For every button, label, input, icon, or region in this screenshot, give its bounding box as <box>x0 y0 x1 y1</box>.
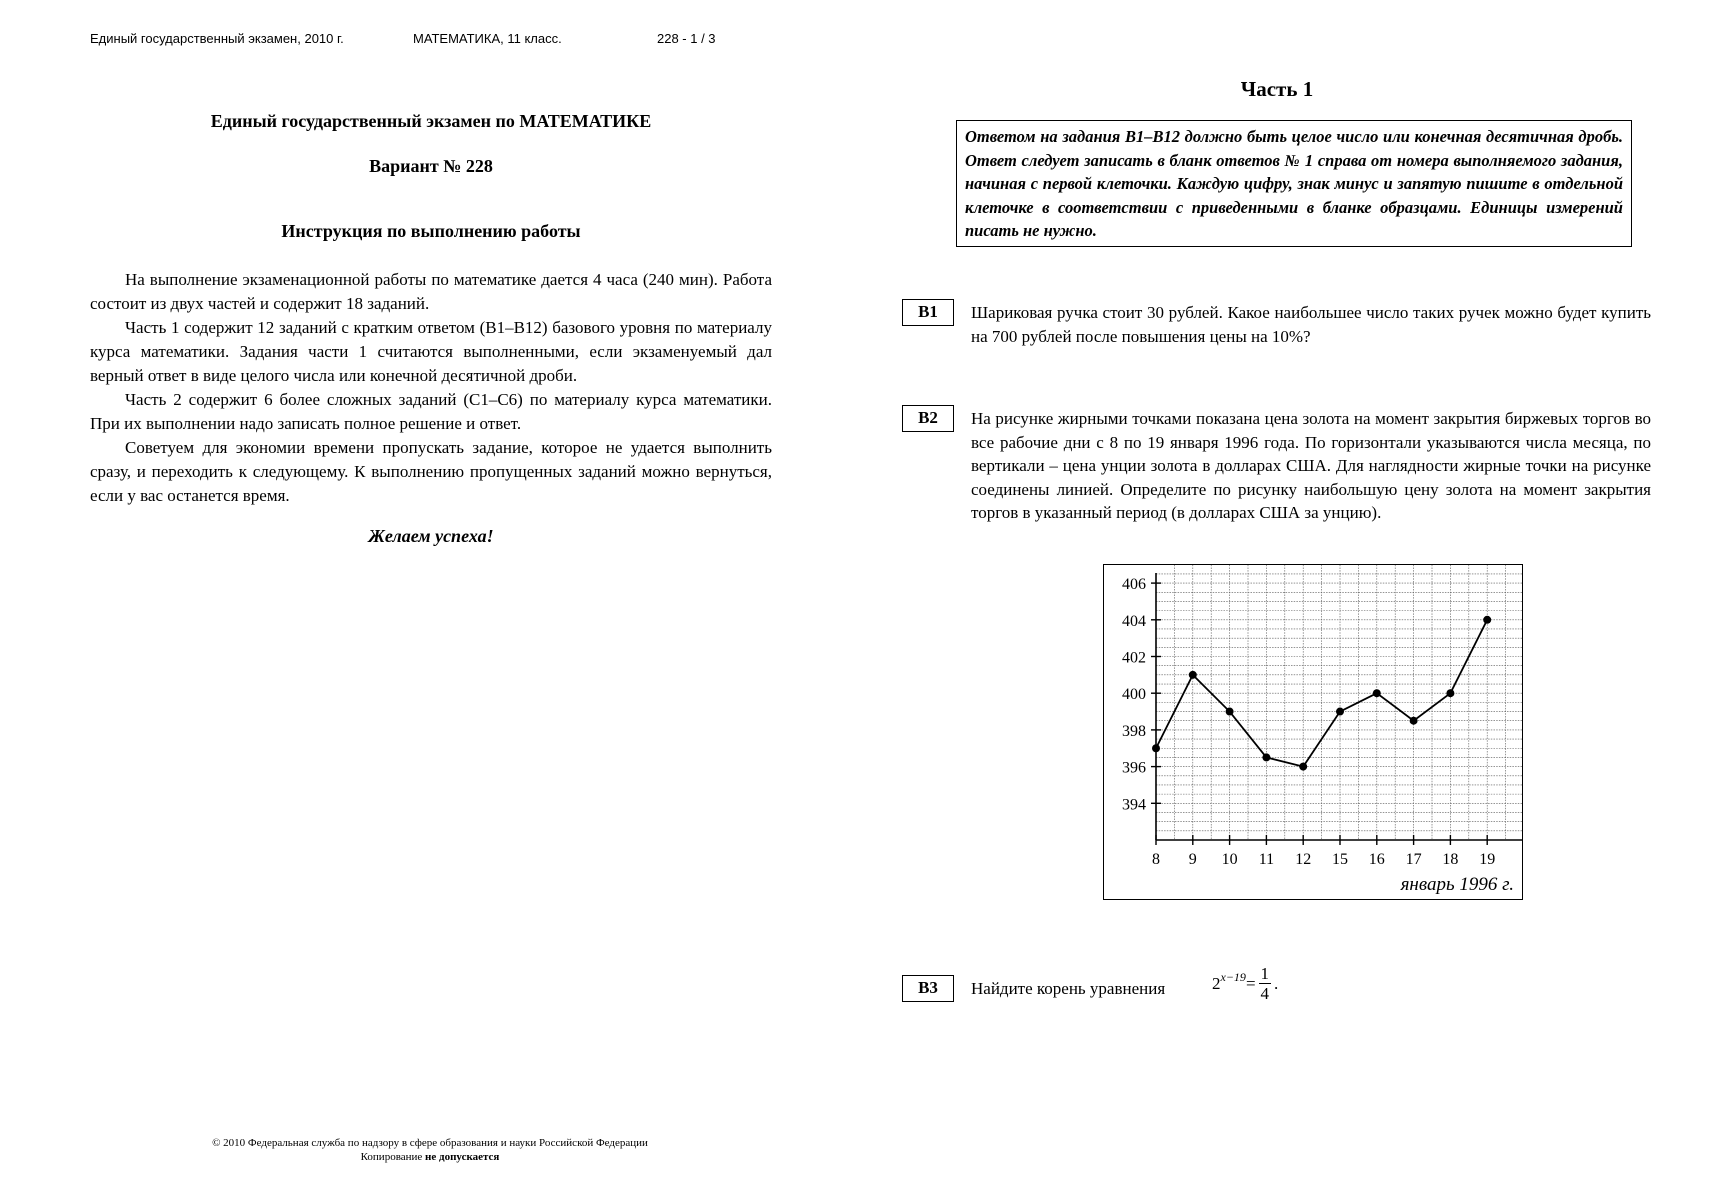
chart-data-point <box>1189 671 1197 679</box>
equation-end: . <box>1274 973 1279 993</box>
equation-base: 2 <box>1212 973 1221 993</box>
copyright-line: © 2010 Федеральная служба по надзору в сфере образования и науки Российской Федерации <box>212 1137 648 1149</box>
instructions-paragraph: Советуем для экономии времени пропускать задание, которое не удается выполнить сразу, и переходить к следующему. К выполнению пропущенных заданий можно вернуться, если у вас останется время. <box>90 438 772 505</box>
chart-x-tick-label: 11 <box>1258 851 1275 868</box>
equation-fraction <box>1259 964 1272 1003</box>
header-exam: Единый государственный экзамен, 2010 г. <box>90 31 344 46</box>
chart-y-tick-label: 396 <box>1122 759 1146 777</box>
chart-x-tick-label: 8 <box>1152 851 1160 868</box>
chart-x-tick-label: 15 <box>1332 851 1348 868</box>
left-column <box>90 108 772 547</box>
chart-data-point <box>1336 708 1344 716</box>
instructions-paragraph: Часть 1 содержит 12 заданий с кратким ответом (B1–B12) базового уровня по материалу курса математики. Задания части 1 считаются выполненными, если экзаменуемый дал верный ответ в виде целого числа или конечной десятичной дроби. <box>90 318 772 385</box>
chart-x-axis-label: январь 1996 г. <box>1400 874 1514 895</box>
chart-svg <box>1104 565 1524 901</box>
answer-instructions-box: Ответом на задания B1–B12 должно быть целое число или конечная десятичная дробь. Ответ следует записать в бланк ответов № 1 справа от номера выполняемого задания, начиная с первой клеточки. Каждую цифру, знак минус и запятую пишите в отдельной клеточке в соответствии с приведенными в бланке образцами. Единицы измерений писать не нужно. <box>956 120 1632 247</box>
chart-y-tick-label: 400 <box>1122 686 1146 704</box>
chart-x-tick-label: 10 <box>1221 851 1238 868</box>
instructions-paragraph: На выполнение экзаменационной работы по математике дается 4 часа (240 мин). Работа состоит из двух частей и содержит 18 заданий. <box>90 270 772 313</box>
chart-x-tick-label: 9 <box>1188 851 1197 868</box>
header-page-number: 228 - 1 / 3 <box>657 31 716 46</box>
task-text-b3: Найдите корень уравнения <box>971 979 1166 998</box>
task-label-b2: B2 <box>902 405 954 432</box>
chart-data-point <box>1152 744 1160 752</box>
header-subject: МАТЕМАТИКА, 11 класс. <box>413 31 562 46</box>
task-label-b1: B1 <box>902 299 954 326</box>
fraction-numerator: 1 <box>1260 964 1270 983</box>
copy-restriction-bold: не допускается <box>425 1151 500 1163</box>
chart-x-tick-label: 19 <box>1479 851 1496 868</box>
equation <box>1212 964 1278 1003</box>
part-title: Часть 1 <box>1240 77 1314 101</box>
gold-price-chart <box>1103 564 1523 900</box>
chart-data-point <box>1299 763 1307 771</box>
chart-y-tick-label: 402 <box>1122 649 1146 667</box>
equation-exponent: x−19 <box>1220 970 1246 984</box>
chart-y-tick-label: 404 <box>1122 612 1146 630</box>
chart-data-point <box>1226 708 1234 716</box>
task-label-b3: B3 <box>902 975 954 1002</box>
instructions-title: Инструкция по выполнению работы <box>281 221 581 241</box>
chart-data-point <box>1446 689 1454 697</box>
chart-y-tick-label: 394 <box>1122 796 1146 814</box>
chart-data-point <box>1483 616 1491 624</box>
chart-x-tick-label: 12 <box>1295 851 1312 868</box>
good-luck-text: Желаем успеха! <box>368 526 494 546</box>
chart-data-point <box>1410 717 1418 725</box>
instructions-paragraph: Часть 2 содержит 6 более сложных заданий (C1–C6) по материалу курса математики. При их выполнении надо записать полное решение и ответ. <box>90 390 772 433</box>
exam-title: Единый государственный экзамен по МАТЕМАТИКЕ <box>210 111 652 131</box>
copy-restriction-line <box>0 1150 860 1164</box>
chart-data-point <box>1262 753 1270 761</box>
chart-x-tick-label: 16 <box>1368 851 1385 868</box>
chart-y-tick-label: 406 <box>1122 576 1146 594</box>
instructions-text <box>90 268 772 508</box>
variant-title: Вариант № 228 <box>369 156 493 176</box>
chart-x-tick-label: 17 <box>1405 851 1422 868</box>
chart-x-tick-label: 18 <box>1442 851 1459 868</box>
task-text-b2: На рисунке жирными точками показана цена золота на момент закрытия биржевых торгов во все рабочие дни с 8 по 19 января 1996 года. По горизонтали указываются числа месяца, по вертикали – цена унции золота в долларах США. Для наглядности жирные точки на рисунке соединены линией. Определите по рисунку наибольшую цену золота на момент закрытия торгов в указанный период (в долларах США за унцию). <box>971 409 1651 522</box>
equation-equals: = <box>1245 973 1256 993</box>
chart-y-tick-label: 398 <box>1122 722 1146 740</box>
copy-restriction-prefix: Копирование <box>360 1151 426 1163</box>
copyright-footer <box>0 1136 860 1164</box>
fraction-denominator: 4 <box>1260 984 1270 1003</box>
chart-data-point <box>1373 689 1381 697</box>
task-text-b1: Шариковая ручка стоит 30 рублей. Какое наибольшее число таких ручек можно будет купить на 700 рублей после повышения цены на 10%? <box>971 303 1651 346</box>
